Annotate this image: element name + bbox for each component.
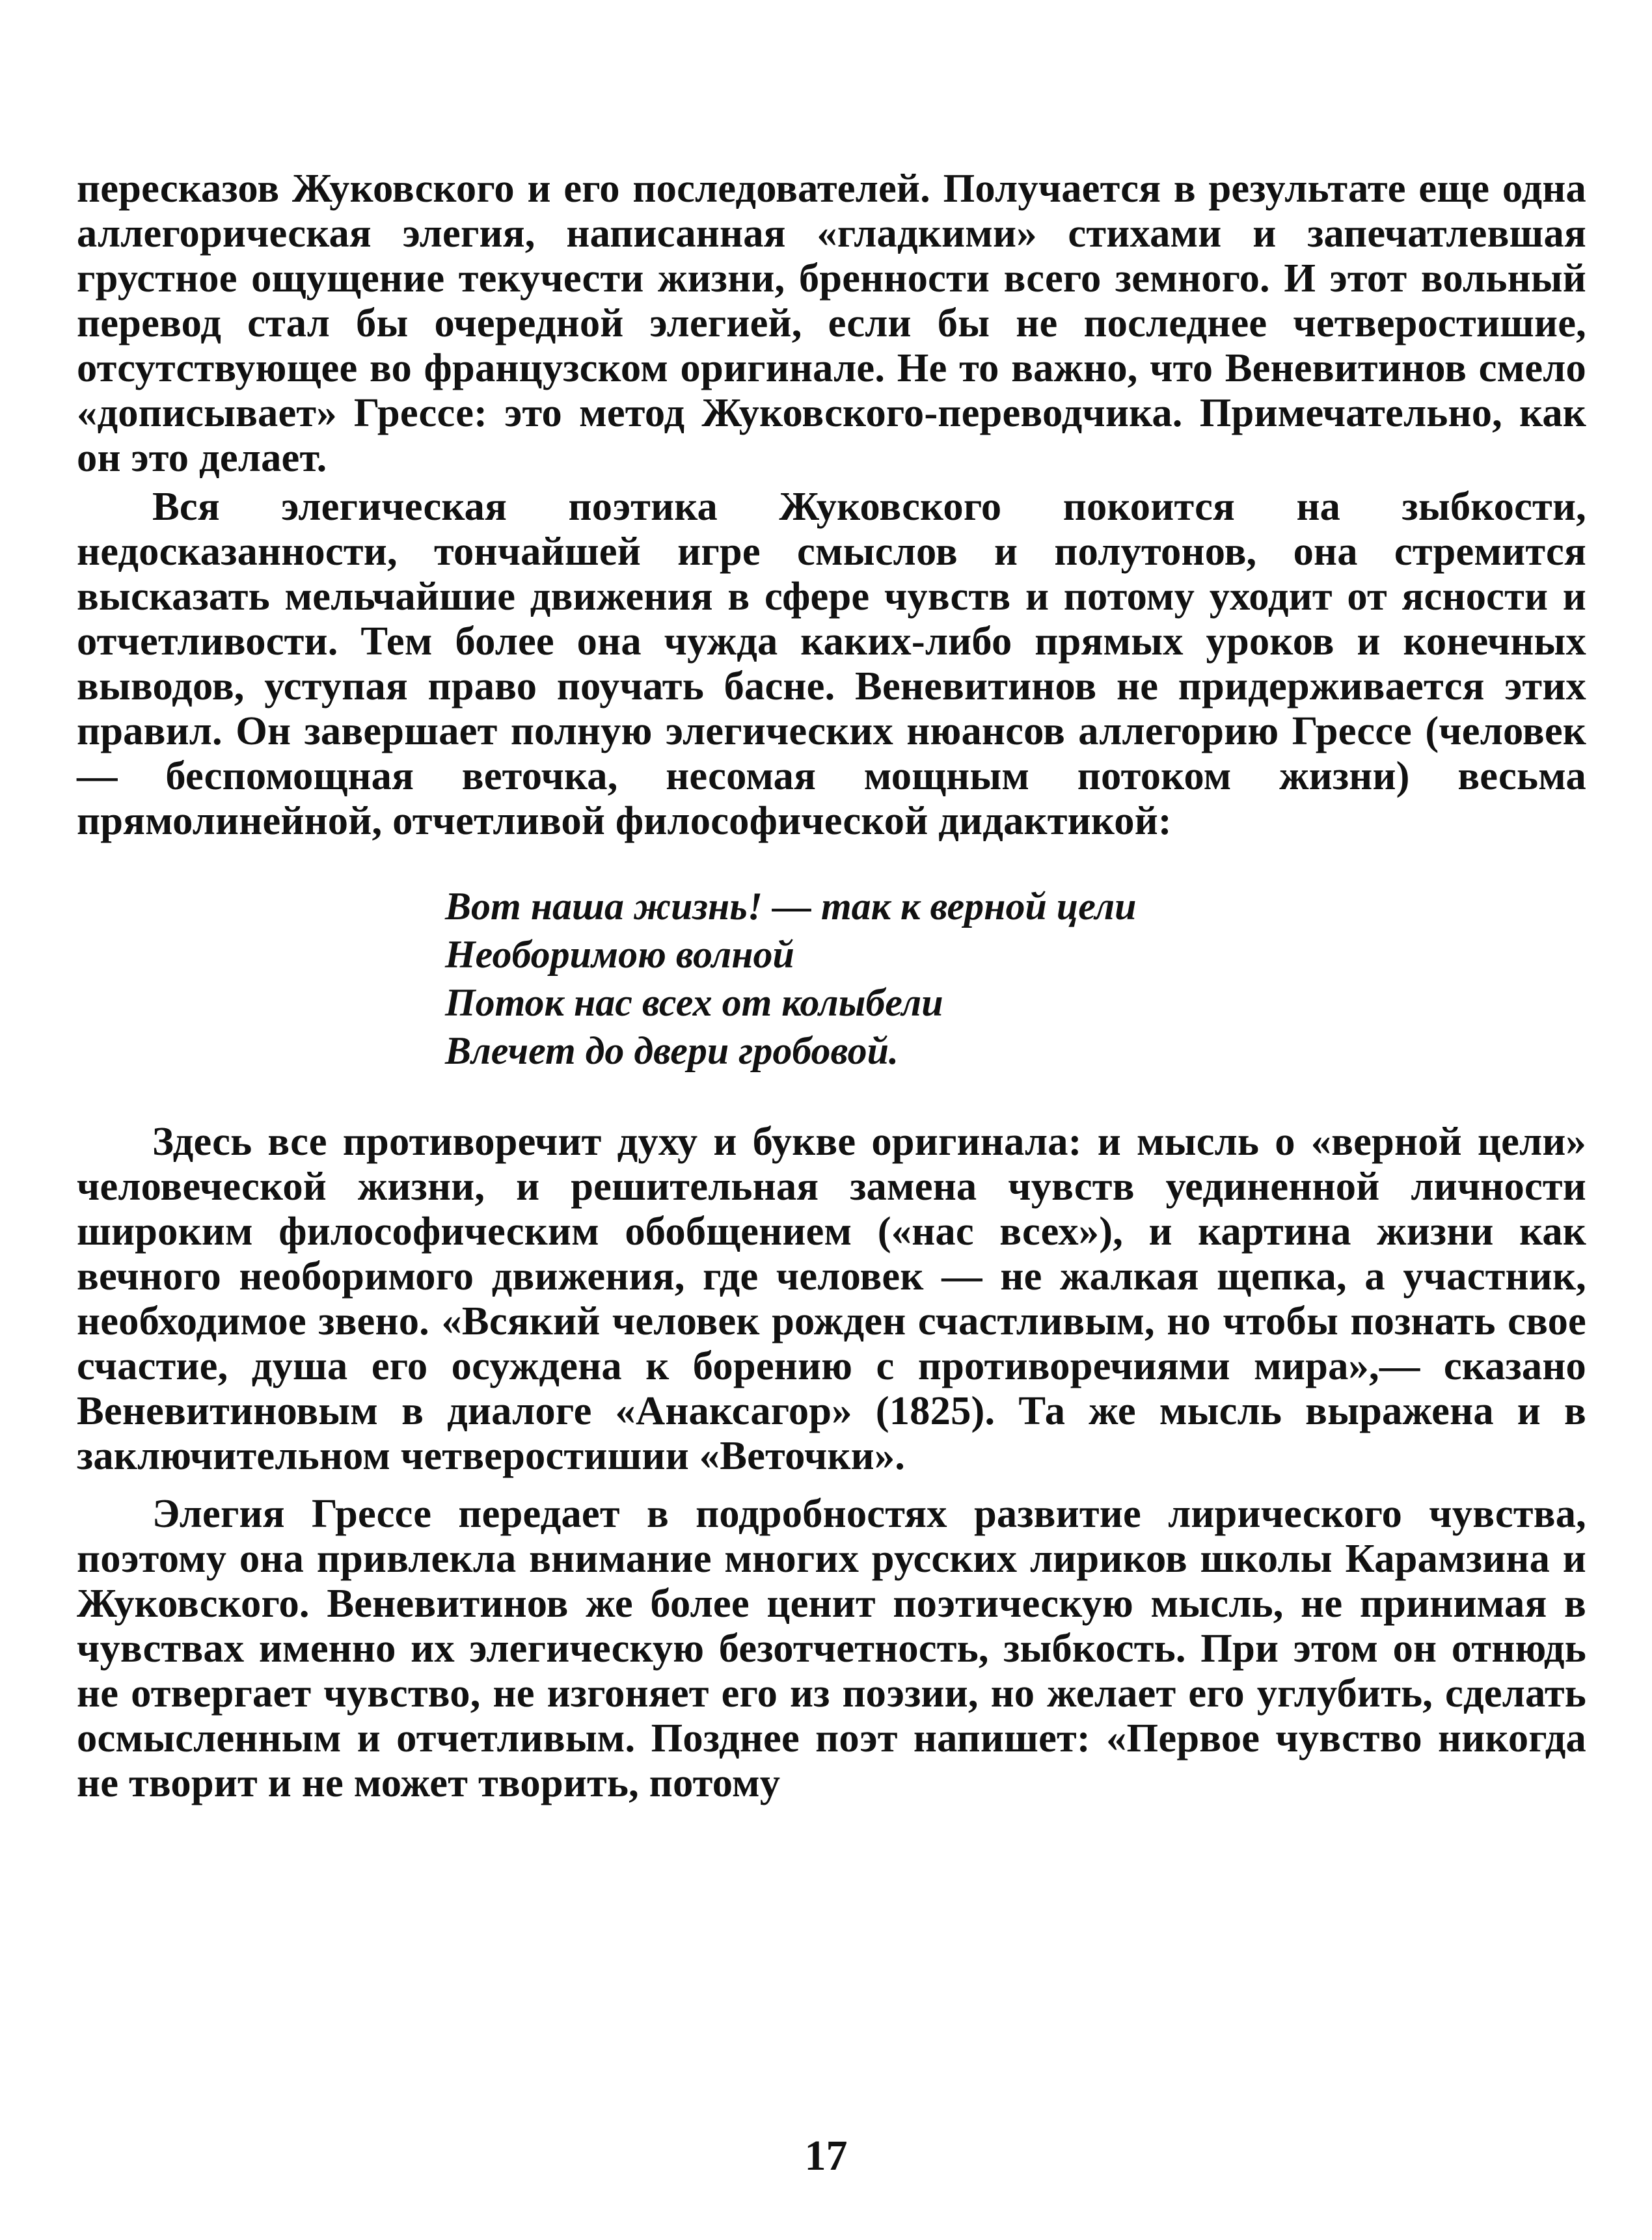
- page-number: 17: [804, 2132, 848, 2179]
- verse-line: Вот наша жизнь! — так к верной цели: [445, 885, 1137, 928]
- paragraph-gresset-elegy: Элегия Грессе передает в подробностях развитие лирического чувства, поэтому она привлекла внимание многих русских лириков школы Карамзина и Жуковского. Веневитинов же более ценит поэтическую мысль, не принимая в чувствах именно их элегическую безотчетность, зыбкость. При этом он отнюдь не отвергает чувство, не изгоняет его из поэзии, но желает его углубить, сделать осмысленным и отчетливым. Позднее поэт напишет: «Первое чувство никогда не творит и не может творить, потому: [77, 1491, 1586, 1805]
- verse-quotation: [445, 882, 1586, 1075]
- verse-line: Влечет до двери гробовой.: [445, 1029, 899, 1072]
- paragraph-contradiction: Здесь все противоречит духу и букве оригинала: и мысль о «верной цели» человеческой жизни, и решительная замена чувств уединенной личности широким философическим обобщением («нас всех»), и картина жизни как вечного необоримого движения, где человек — не жалкая щепка, а участник, необходимое звено. «Всякий человек рожден счастливым, но чтобы познать свое счастие, душа его осуждена к борению с противоречиями мира»,— сказано Веневитиновым в диалоге «Анаксагор» (1825). Та же мысль выражена и в заключительном четверостишии «Веточки».: [77, 1118, 1586, 1478]
- paragraph-zhukovsky-poetics: Вся элегическая поэтика Жуковского покоится на зыбкости, недосказанности, тончайшей игре смыслов и полутонов, она стремится высказать мельчайшие движения в сфере чувств и потому уходит от ясности и отчетливости. Тем более она чужда каких-либо прямых уроков и конечных выводов, уступая право поучать басне. Веневитинов не придерживается этих правил. Он завершает полную элегических нюансов аллегорию Грессе (человек — беспомощная веточка, несомая мощным потоком жизни) весьма прямолинейной, отчетливой философической дидактикой:: [77, 483, 1586, 843]
- verse-line: Необоримою волной: [445, 933, 794, 976]
- verse-line: Поток нас всех от колыбели: [445, 981, 943, 1024]
- paragraph-continuation: пересказов Жуковского и его последователей. Получается в результате еще одна аллегорическая элегия, написанная «гладкими» стихами и запечатлевшая грустное ощущение текучести жизни, бренности всего земного. И этот вольный перевод стал бы очередной элегией, если бы не последнее четверостишие, отсутствующее во французском оригинале. Не то важно, что Веневитинов смело «дописывает» Грессе: это метод Жуковского-переводчика. Примечательно, как он это делает.: [77, 165, 1586, 480]
- page-body: [77, 166, 1586, 1805]
